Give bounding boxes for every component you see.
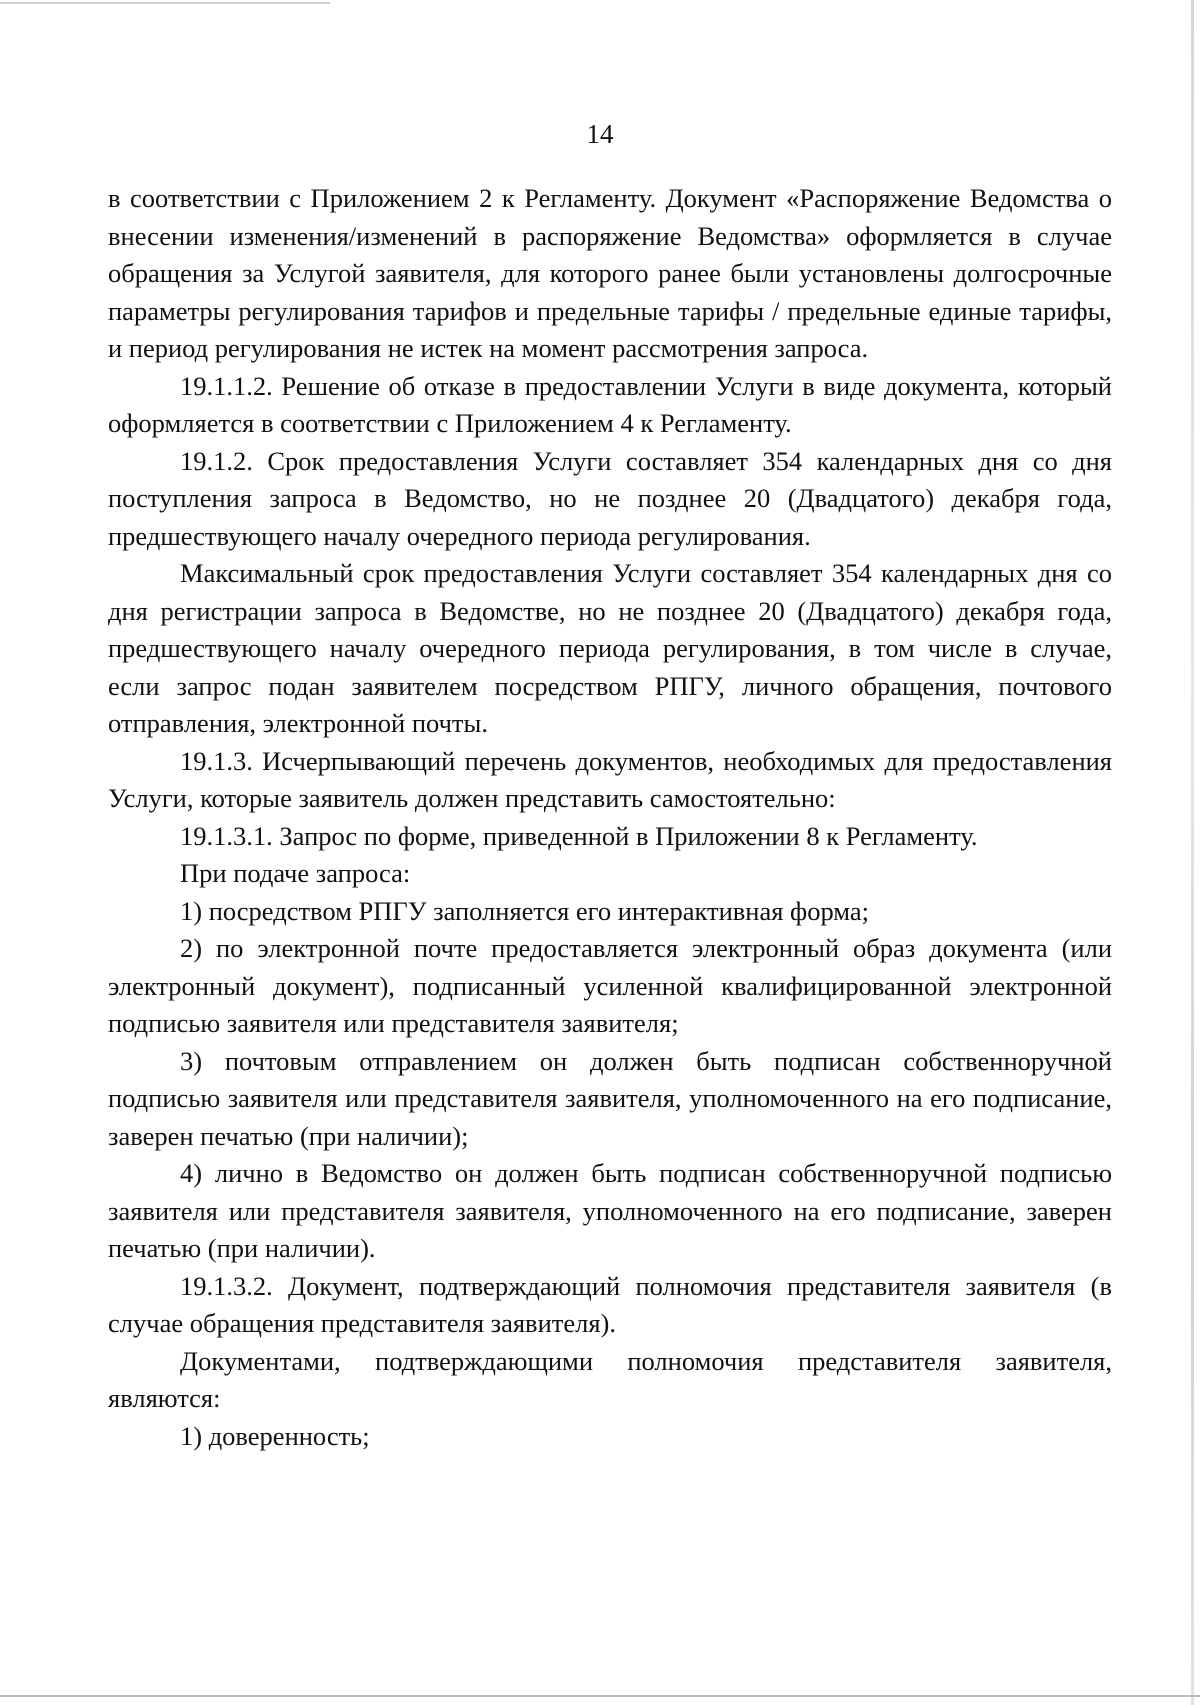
paragraph-19-1-1-2: 19.1.1.2. Решение об отказе в предоставлении Услуги в виде документа, который оформляется в соответствии с Приложением 4 к Регламенту.	[108, 370, 1112, 438]
list-item-1-rpgu: 1) посредством РПГУ заполняется его интерактивная форма;	[180, 895, 869, 926]
scan-artifact-right-edge	[1191, 0, 1194, 1705]
list-item-2-email: 2) по электронной почте предоставляется электронный образ документа (или электронный документ), подписанный усиленной квалифицированной электронной подписью заявителя или представителя заявителя;	[108, 933, 1112, 1038]
document-body	[108, 180, 1112, 1455]
paragraph-19-1-3-1: 19.1.3.1. Запрос по форме, приведенной в Приложении 8 к Регламенту.	[180, 820, 978, 851]
paragraph-max-term: Максимальный срок предоставления Услуги составляет 354 календарных дня со дня регистрации запроса в Ведомстве, но не позднее 20 (Двадцатого) декабря года, предшествующего началу очередного периода регулирования, в том числе в случае, если запрос подан заявителем посредством РПГУ, личного обращения, почтового отправления, электронной почты.	[108, 558, 1112, 738]
scan-artifact-bottom	[0, 1695, 1200, 1697]
paragraph-19-1-3-2: 19.1.3.2. Документ, подтверждающий полномочия представителя заявителя (в случае обращения представителя заявителя).	[108, 1270, 1112, 1338]
list-item-3-post: 3) почтовым отправлением он должен быть подписан собственноручной подписью заявителя или представителя заявителя, уполномоченного на его подписание, заверен печатью (при наличии);	[108, 1045, 1112, 1151]
page-number: 14	[586, 119, 614, 149]
list-item-4-in-person: 4) лично в Ведомство он должен быть подписан собственноручной подписью заявителя или представителя заявителя, уполномоченного на его подписание, заверен печатью (при наличии).	[108, 1158, 1112, 1263]
paragraph-1: в соответствии с Приложением 2 к Регламенту. Документ «Распоряжение Ведомства о внесении изменения/изменений в распоряжение Ведомства» оформляется в случае обращения за Услугой заявителя, для которого ранее были установлены долгосрочные параметры регулирования тарифов и предельные тарифы / предельные единые тарифы, и период регулирования не истек на момент рассмотрения запроса.	[108, 183, 1112, 363]
paragraph-submission-intro: При подаче запроса:	[180, 858, 411, 888]
scan-artifact-top	[0, 2, 330, 4]
paragraph-19-1-3: 19.1.3. Исчерпывающий перечень документов, необходимых для предоставления Услуги, которые заявитель должен представить самостоятельно:	[108, 745, 1112, 813]
paragraph-authority-documents: Документами, подтверждающими полномочия представителя заявителя, являются:	[108, 1345, 1112, 1413]
list-item-1-power-of-attorney: 1) доверенность;	[180, 1420, 370, 1451]
paragraph-19-1-2: 19.1.2. Срок предоставления Услуги составляет 354 календарных дня со дня поступления запроса в Ведомство, но не позднее 20 (Двадцатого) декабря года, предшествующего началу очередного периода регулирования.	[108, 445, 1112, 551]
